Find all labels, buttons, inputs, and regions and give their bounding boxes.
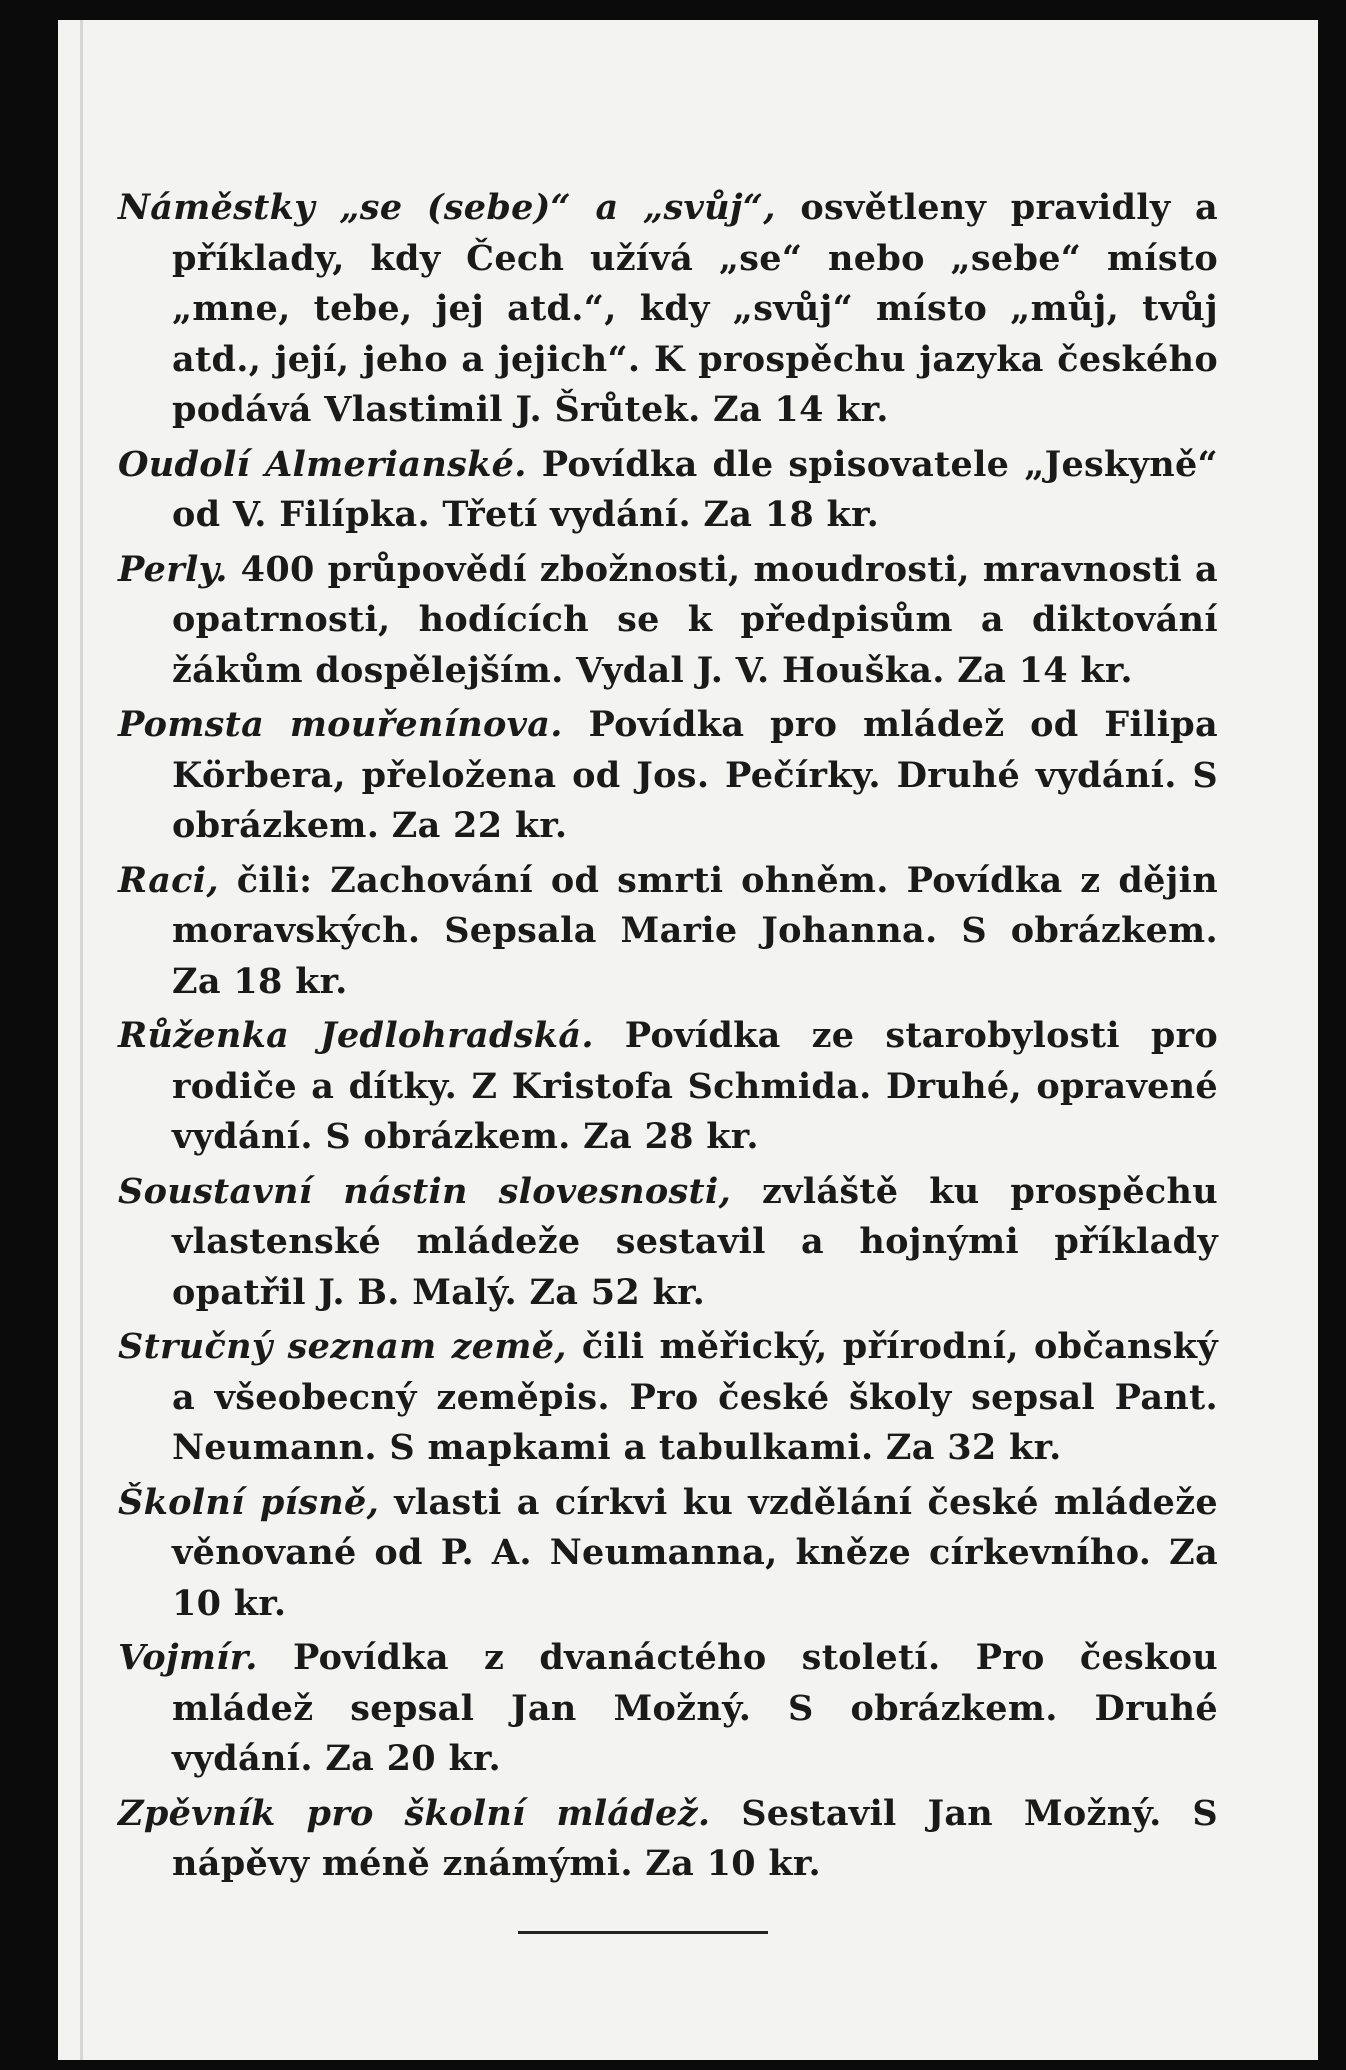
entry-description: vlasti a církvi ku vzdělání české mládeže věnované od P. A. Neumanna, kněze církevního. Za 10 kr.: [172, 1481, 1218, 1624]
catalog-entry: [118, 545, 1218, 697]
entry-description: Povídka ze starobylosti pro rodiče a dítky. Z Kristofa Schmida. Druhé, opravené vydání. S obrázkem. Za 28 kr.: [172, 1015, 1218, 1157]
entry-title: Perly.: [118, 548, 228, 590]
entry-title: Oudolí Almerianské.: [118, 443, 527, 485]
entry-description: 400 průpovědí zbožnosti, moudrosti, mravnosti a opatrnosti, hodících se k předpisům a diktování žákům dospělejším. Vydal J. V. Houška. Za 14 kr.: [172, 548, 1218, 691]
entry-title: Školní písně,: [118, 1481, 380, 1523]
entry-title: Náměstky „se (sebe)“ a „svůj“,: [118, 187, 776, 228]
book-catalog-list: [118, 183, 1218, 1894]
entry-description: čili měřický, přírodní, občanský a všeobecný zeměpis. Pro české školy sepsal Pant. Neumann. S mapkami a tabulkami. Za 32 kr.: [172, 1326, 1218, 1468]
entry-description: Povídka z dvanáctého století. Pro českou mládež sepsal Jan Možný. S obrázkem. Druhé vydání. Za 20 kr.: [172, 1637, 1218, 1779]
catalog-entry: [118, 1322, 1218, 1474]
catalog-entry: [118, 440, 1218, 541]
catalog-entry: [118, 1167, 1218, 1319]
entry-title: Stručný seznam země,: [118, 1326, 567, 1367]
entry-description: zvláště ku prospěchu vlastenské mládeže sestavil a hojnými příklady opatřil J. B. Malý. Za 52 kr.: [172, 1170, 1218, 1313]
entry-title: Vojmír.: [118, 1637, 258, 1678]
catalog-entry: [118, 1789, 1218, 1890]
entry-description: osvětleny pravidly a příklady, kdy Čech užívá „se“ nebo „sebe“ místo „mne, tebe, jej atd.“, kdy „svůj“ místo „můj, tvůj atd., její, jeho a jejich“. K prospěchu jazyka českého podává Vlastimil J. Šrůtek. Za 14 kr.: [172, 187, 1218, 430]
catalog-entry: [118, 1011, 1218, 1163]
catalog-entry: [118, 1633, 1218, 1785]
entry-description: Sestavil Jan Možný. S nápěvy méně známými. Za 10 kr.: [172, 1792, 1218, 1884]
entry-title: Pomsta mouřenínova.: [118, 704, 563, 745]
catalog-entry: [118, 1478, 1218, 1630]
catalog-entry: [118, 700, 1218, 852]
entry-title: Soustavní nástin slovesnosti,: [118, 1170, 732, 1212]
entry-description: Povídka dle spisovatele „Jeskyně“ od V. Filípka. Třetí vydání. Za 18 kr.: [172, 443, 1218, 535]
entry-description: Povídka pro mládež od Filipa Körbera, přeložena od Jos. Pečírky. Druhé vydání. S obrázkem. Za 22 kr.: [172, 704, 1218, 846]
closing-rule: [518, 1931, 768, 1934]
catalog-entry: [118, 856, 1218, 1008]
catalog-entry: [118, 183, 1218, 436]
binding-edge-line: [80, 20, 83, 2060]
page-sheet: [58, 20, 1318, 2060]
entry-title: Raci,: [118, 859, 219, 901]
entry-description: čili: Zachování od smrti ohněm. Povídka z dějin moravských. Sepsala Marie Johanna. S obrázkem. Za 18 kr.: [172, 859, 1218, 1002]
entry-title: Růženka Jedlohradská.: [118, 1015, 594, 1056]
entry-title: Zpěvník pro školní mládež.: [118, 1792, 711, 1834]
